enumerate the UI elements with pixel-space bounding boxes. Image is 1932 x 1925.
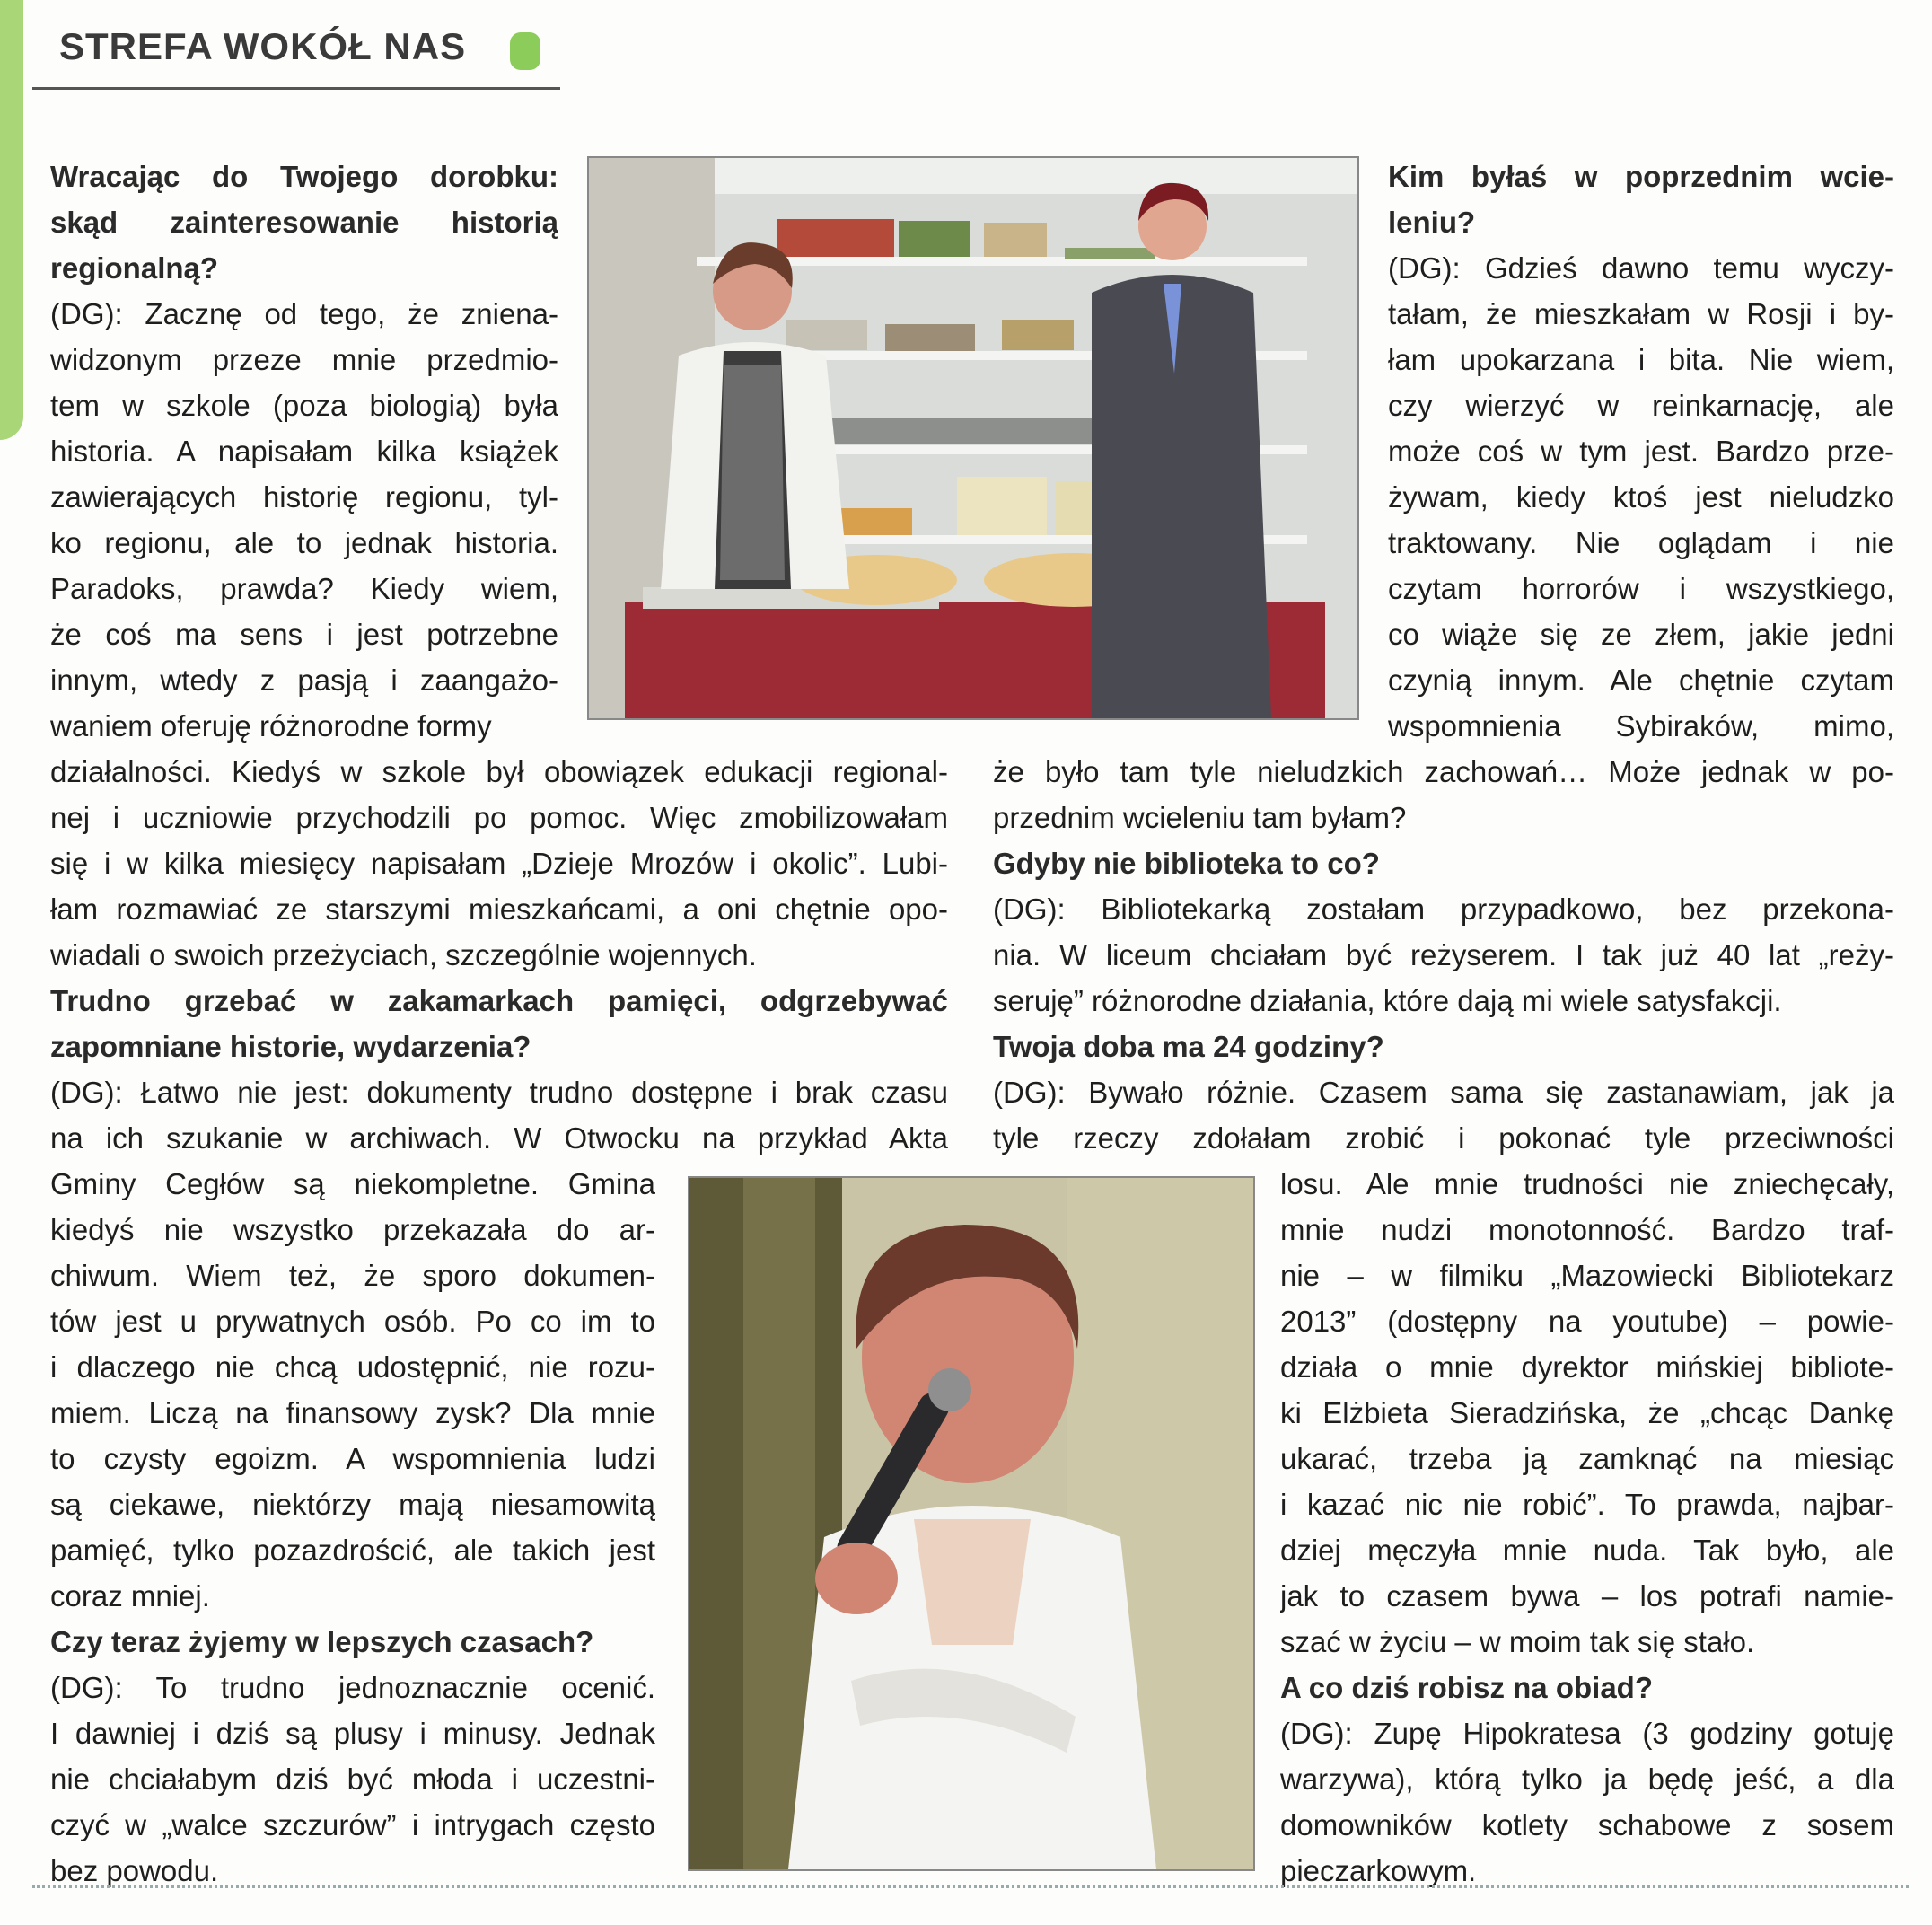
answer-line: że było tam tyle nieludzkich zachowań… Może jednak w po- bbox=[993, 755, 1894, 788]
answer-line: (DG): Bywało różnie. Czasem sama się zastanawiam, jak ja bbox=[993, 1076, 1894, 1109]
section-underline bbox=[32, 87, 560, 90]
photo-library-stand bbox=[587, 156, 1359, 720]
green-edge-tab bbox=[0, 0, 23, 440]
question-line: zapomniane historie, wydarzenia? bbox=[50, 1030, 531, 1063]
answer-line: nie – w filmiku „Mazowiecki Bibliotekarz bbox=[1280, 1259, 1894, 1292]
question-line: A co dziś robisz na obiad? bbox=[1280, 1671, 1653, 1704]
answer-line: łam rozmawiać ze starszymi mieszkańcami, a oni chętnie opo- bbox=[50, 892, 948, 926]
answer-line: (DG): Gdzieś dawno temu wyczy- bbox=[1388, 251, 1894, 285]
photo-speaker-with-microphone bbox=[688, 1176, 1255, 1871]
answer-line: dziej męczyła mnie nuda. Tak było, ale bbox=[1280, 1534, 1894, 1567]
answer-line: działalności. Kiedyś w szkole był obowiązek edukacji regional- bbox=[50, 755, 948, 788]
answer-line: ukarać, trzeba ją zamknąć na miesiąc bbox=[1280, 1442, 1894, 1475]
answer-line: tów jest u prywatnych osób. Po co im to bbox=[50, 1305, 655, 1338]
photo-speaker-image bbox=[689, 1178, 1253, 1869]
question-line: Twoja doba ma 24 godziny? bbox=[993, 1030, 1384, 1063]
answer-line: pieczarkowym. bbox=[1280, 1854, 1477, 1887]
answer-line: (DG): To trudno jednoznacznie ocenić. bbox=[50, 1671, 655, 1704]
column-left-bottom bbox=[50, 1161, 655, 1894]
answer-line: tałam, że mieszkałam w Rosji i by- bbox=[1388, 297, 1894, 330]
answer-line: chiwum. Wiem też, że sporo dokumen- bbox=[50, 1259, 655, 1292]
answer-line: waniem oferuję różnorodne formy bbox=[50, 709, 492, 743]
answer-line: wiadali o swoich przeżyciach, szczególnie wojennych. bbox=[50, 938, 757, 971]
answer-line: pamięć, tylko pozazdrościć, ale takich jest bbox=[50, 1534, 655, 1567]
answer-line: (DG): Łatwo nie jest: dokumenty trudno dostępne i brak czasu bbox=[50, 1076, 948, 1109]
answer-line: miem. Liczą na finansowy zysk? Dla mnie bbox=[50, 1396, 655, 1429]
answer-line: mnie nudzi monotonność. Bardzo traf- bbox=[1280, 1213, 1894, 1246]
answer-line: Paradoks, prawda? Kiedy wiem, bbox=[50, 572, 558, 605]
question-line: leniu? bbox=[1388, 206, 1476, 239]
answer-line: tem w szkole (poza biologią) była bbox=[50, 389, 558, 422]
answer-line: bez powodu. bbox=[50, 1854, 219, 1887]
answer-line: czytam horrorów i wszystkiego, bbox=[1388, 572, 1894, 605]
answer-line: się i w kilka miesięcy napisałam „Dzieje Mrozów i okolic”. Lubi- bbox=[50, 847, 948, 880]
answer-line: i kazać nic nie robić”. To prawda, najbar- bbox=[1280, 1488, 1894, 1521]
answer-line: nia. W liceum chciałam być reżyserem. I tak już 40 lat „reży- bbox=[993, 938, 1894, 971]
answer-line: domowników kotlety schabowe z sosem bbox=[1280, 1808, 1894, 1841]
answer-line: kiedyś nie wszystko przekazała do ar- bbox=[50, 1213, 655, 1246]
column-left-top bbox=[50, 154, 558, 749]
bottom-dotted-rule bbox=[32, 1885, 1909, 1888]
answer-line: czy wierzyć w reinkarnację, ale bbox=[1388, 389, 1894, 422]
answer-line: żywam, kiedy ktoś jest nieludzko bbox=[1388, 480, 1894, 514]
answer-line: działa o mnie dyrektor mińskiej bibliote- bbox=[1280, 1350, 1894, 1384]
answer-line: może coś w tym jest. Bardzo prze- bbox=[1388, 435, 1894, 468]
answer-line: nej i uczniowie przychodzili po pomoc. Więc zmobilizowałam bbox=[50, 801, 948, 834]
answer-line: ki Elżbieta Sieradzińska, że „chcąc Dankę bbox=[1280, 1396, 1894, 1429]
answer-line: nie chciałabym dziś być młoda i uczestni- bbox=[50, 1762, 655, 1796]
answer-line: i dlaczego nie chcą udostępnić, nie rozu- bbox=[50, 1350, 655, 1384]
answer-line: losu. Ale mnie trudności nie zniechęcały, bbox=[1280, 1167, 1894, 1200]
section-title: STREFA WOKÓŁ NAS bbox=[59, 25, 467, 67]
answer-line: coraz mniej. bbox=[50, 1579, 210, 1613]
answer-line: czynią innym. Ale chętnie czytam bbox=[1388, 664, 1894, 697]
answer-line: przednim wcieleniu tam byłam? bbox=[993, 801, 1407, 834]
answer-line: czyć w „walce szczurów” i intrygach często bbox=[50, 1808, 655, 1841]
answer-line: ko regionu, ale to jednak historia. bbox=[50, 526, 558, 559]
photo-library-stand-image bbox=[589, 158, 1357, 718]
answer-line: na ich szukanie w archiwach. W Otwocku na przykład Akta bbox=[50, 1121, 948, 1155]
answer-line: są ciekawe, niektórzy mają niesamowitą bbox=[50, 1488, 655, 1521]
answer-line: 2013” (dostępny na youtube) – powie- bbox=[1280, 1305, 1894, 1338]
answer-line: widzonym przeze mnie przedmio- bbox=[50, 343, 558, 376]
answer-line: (DG): Bibliotekarką zostałam przypadkowo, bez przekona- bbox=[993, 892, 1894, 926]
answer-line: co wiąże się ze złem, jakie jedni bbox=[1388, 618, 1894, 651]
answer-line: (DG): Zupę Hipokratesa (3 godziny gotuję bbox=[1280, 1717, 1894, 1750]
column-right-bottom bbox=[1280, 1161, 1894, 1894]
answer-line: warzywa), którą tylko ja będę jeść, a dla bbox=[1280, 1762, 1894, 1796]
answer-line: Gminy Cegłów są niekompletne. Gmina bbox=[50, 1167, 655, 1200]
column-left-middle bbox=[50, 749, 948, 1161]
answer-line: jak to czasem bywa – los potrafi namie- bbox=[1280, 1579, 1894, 1613]
question-line: Czy teraz żyjemy w lepszych czasach? bbox=[50, 1625, 594, 1658]
question-line: Wracając do Twojego dorobku: bbox=[50, 160, 558, 193]
answer-line: (DG): Zacznę od tego, że zniena- bbox=[50, 297, 558, 330]
question-line: regionalną? bbox=[50, 251, 219, 285]
column-right-middle bbox=[993, 749, 1894, 1161]
section-green-marker bbox=[510, 32, 540, 70]
answer-line: to czysty egoizm. A wspomnienia ludzi bbox=[50, 1442, 655, 1475]
question-line: skąd zainteresowanie historią bbox=[50, 206, 558, 239]
answer-line: innym, wtedy z pasją i zaangażo- bbox=[50, 664, 558, 697]
answer-line: zawierających historię regionu, tyl- bbox=[50, 480, 558, 514]
column-right-top bbox=[1388, 154, 1894, 749]
answer-line: łam upokarzana i bita. Nie wiem, bbox=[1388, 343, 1894, 376]
answer-line: że coś ma sens i jest potrzebne bbox=[50, 618, 558, 651]
answer-line: seruję” różnorodne działania, które dają mi wiele satysfakcji. bbox=[993, 984, 1782, 1017]
question-line: Trudno grzebać w zakamarkach pamięci, odgrzebywać bbox=[50, 984, 948, 1017]
answer-line: szać w życiu – w moim tak się stało. bbox=[1280, 1625, 1755, 1658]
answer-line: I dawniej i dziś są plusy i minusy. Jednak bbox=[50, 1717, 655, 1750]
answer-line: historia. A napisałam kilka książek bbox=[50, 435, 558, 468]
answer-line: wspomnienia Sybiraków, mimo, bbox=[1388, 709, 1894, 743]
answer-line: tyle rzeczy zdołałam zrobić i pokonać tyle przeciwności bbox=[993, 1121, 1894, 1155]
question-line: Gdyby nie biblioteka to co? bbox=[993, 847, 1380, 880]
answer-line: traktowany. Nie oglądam i nie bbox=[1388, 526, 1894, 559]
question-line: Kim byłaś w poprzednim wcie- bbox=[1388, 160, 1894, 193]
